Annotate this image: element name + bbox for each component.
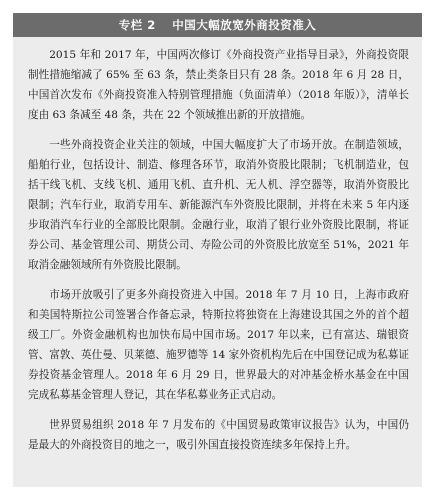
sidebar-title: 中国大幅放宽外商投资准入 xyxy=(172,18,317,32)
paragraph: 市场开放吸引了更多外商投资进入中国。2018 年 7 月 10 日，上海市政府和美国特斯拉公司签署合作备忘录，特斯拉将独资在上海建设其国之外的首个超级工厂。外资金融机构也加快布局中国市场。2017 年以来，已有富达、瑞银资管、富敦、英仕曼、贝莱德、施罗德等 14 家外资机构先后在中国登记成为私募证券投资基金管理人。2018 年 6 月 29 日，世界最大的对冲基金桥水基金在中国完成私募基金管理人登记，其在华私募业务正式启动。 xyxy=(28,289,409,401)
sidebar-content xyxy=(28,45,409,465)
sidebar-box xyxy=(13,13,422,487)
paragraph: 2015 年和 2017 年，中国两次修订《外商投资产业指导目录》，外商投资限制性措施缩减了 65% 至 63 条，禁止类条目只有 28 条。2018 年 6 月 28 日，中国首次发布《外商投资准入特别管理措施（负面清单）（2018 年版）》，清单长度由 63 条减至 48 条，共在 22 个领域推出新的开放措施。 xyxy=(28,49,409,121)
paragraph: 一些外商投资企业关注的领域，中国大幅度扩大了市场开放。在制造领域，船舶行业，包括设计、制造、修理各环节，取消外资股比限制；飞机制造业，包括干线飞机、支线飞机、通用飞机、直升机、无人机、浮空器等，取消外资股比限制；汽车行业，取消专用车、新能源汽车外资股比限制，并将在未来 5 年内逐步取消汽车行业的全部股比限制。金融行业，取消了银行业外资股比限制，将证券公司、基金管理公司、期货公司、寿险公司的外资股比放宽至 51%，2021 年取消金融领域所有外资股比限制。 xyxy=(28,139,409,271)
sidebar-label: 专栏 2 xyxy=(118,18,156,32)
paragraph: 世界贸易组织 2018 年 7 月发布的《中国贸易政策审议报告》认为，中国仍是最大的外商投资目的地之一，吸引外国直接投资连续多年保持上升。 xyxy=(28,419,409,451)
sidebar-banner xyxy=(13,13,422,37)
